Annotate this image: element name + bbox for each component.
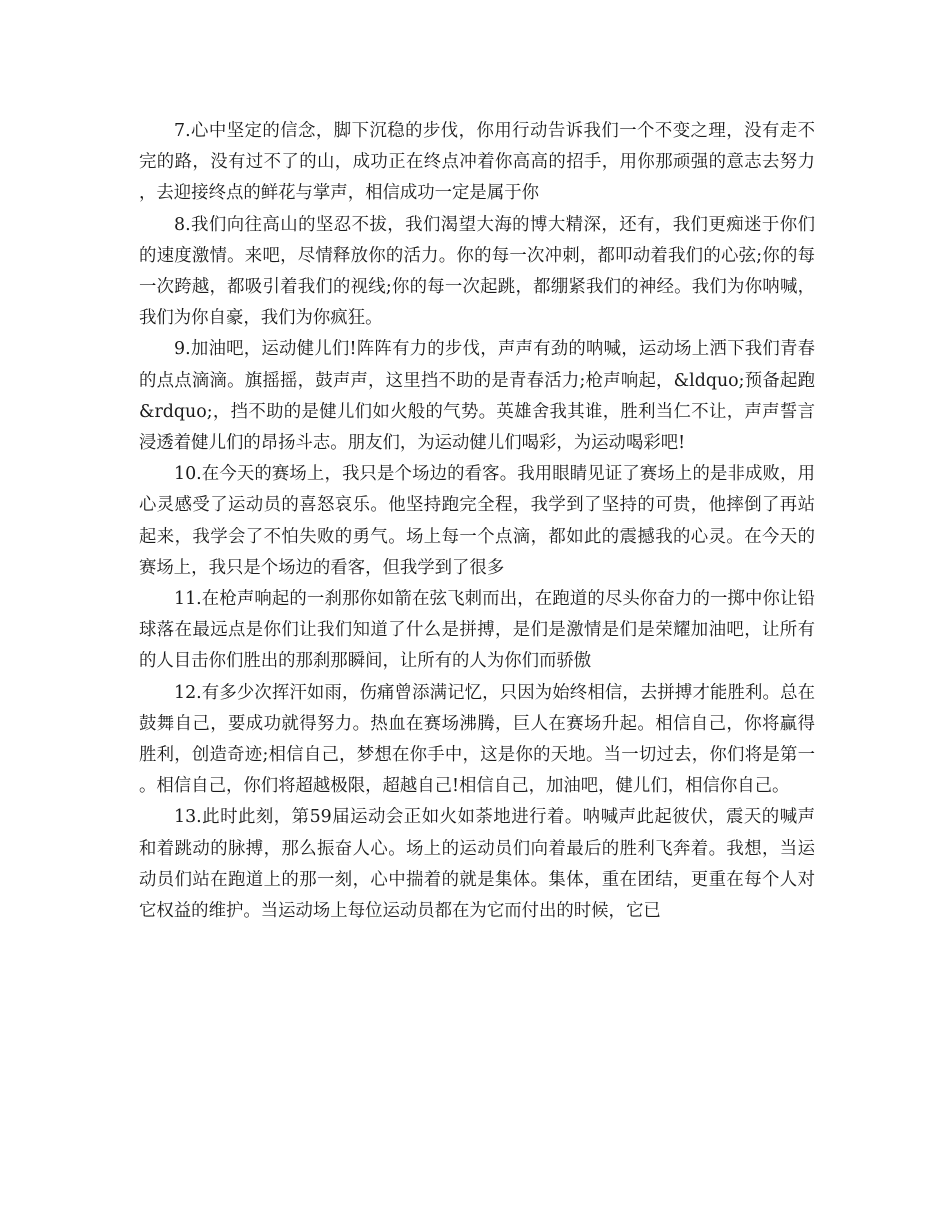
paragraph-8: 8.我们向往高山的坚忍不拔，我们渴望大海的博大精深，还有，我们更痴迷于你们的速度激情。来吧，尽情释放你的活力。你的每一次冲刺，都叩动着我们的心弦;你的每一次跨越，都吸引着我们的视线;你的每一次起跳，都绷紧我们的神经。我们为你呐喊，我们为你自豪，我们为你疯狂。 bbox=[139, 214, 815, 329]
paragraph-7: 7.心中坚定的信念，脚下沉稳的步伐，你用行动告诉我们一个不变之理，没有走不完的路，没有过不了的山，成功正在终点冲着你高高的招手，用你那顽强的意志去努力，去迎接终点的鲜花与掌声，相信成功一定是属于你 bbox=[139, 121, 815, 204]
paragraph-10: 10.在今天的赛场上，我只是个场边的看客。我用眼睛见证了赛场上的是非成败，用心灵感受了运动员的喜怒哀乐。他坚持跑完全程，我学到了坚持的可贵，他摔倒了再站起来，我学会了不怕失败的勇气。场上每一个点滴，都如此的震撼我的心灵。在今天的赛场上，我只是个场边的看客，但我学到了很多 bbox=[139, 464, 815, 578]
paragraph-12: 12.有多少次挥汗如雨，伤痛曾添满记忆，只因为始终相信，去拼搏才能胜利。总在鼓舞自己，要成功就得努力。热血在赛场沸腾，巨人在赛场升起。相信自己，你将赢得胜利，创造奇迹;相信自己，梦想在你手中，这是你的天地。当一切过去，你们将是第一。相信自己，你们将超越极限，超越自己!相信自己，加油吧，健儿们，相信你自己。 bbox=[139, 682, 815, 797]
paragraph-9: 9.加油吧，运动健儿们!阵阵有力的步伐，声声有劲的呐喊，运动场上洒下我们青春的点点滴滴。旗摇摇，鼓声声，这里挡不助的是青春活力;枪声响起，&ldquo;预备起跑&rdquo;，挡不助的是健儿们如火般的气势。英雄舍我其谁，胜利当仁不让，声声誓言浸透着健儿们的昂扬斗志。朋友们，为运动健儿们喝彩，为运动喝彩吧! bbox=[139, 339, 815, 454]
paragraph-11: 11.在枪声响起的一刹那你如箭在弦飞刺而出，在跑道的尽头你奋力的一掷中你让铅球落在最远点是你们让我们知道了什么是拼搏，是们是激情是们是荣耀加油吧，让所有的人目击你们胜出的那刹那瞬间，让所有的人为你们而骄傲 bbox=[139, 589, 815, 672]
document-body bbox=[139, 116, 815, 927]
paragraph-13: 13.此时此刻，第59届运动会正如火如荼地进行着。呐喊声此起彼伏，震天的喊声和着跳动的脉搏，那么振奋人心。场上的运动员们向着最后的胜利飞奔着。我想，当运动员们站在跑道上的那一刻，心中揣着的就是集体。集体，重在团结，更重在每个人对它权益的维护。当运动场上每位运动员都在为它而付出的时候，它已 bbox=[139, 807, 815, 922]
